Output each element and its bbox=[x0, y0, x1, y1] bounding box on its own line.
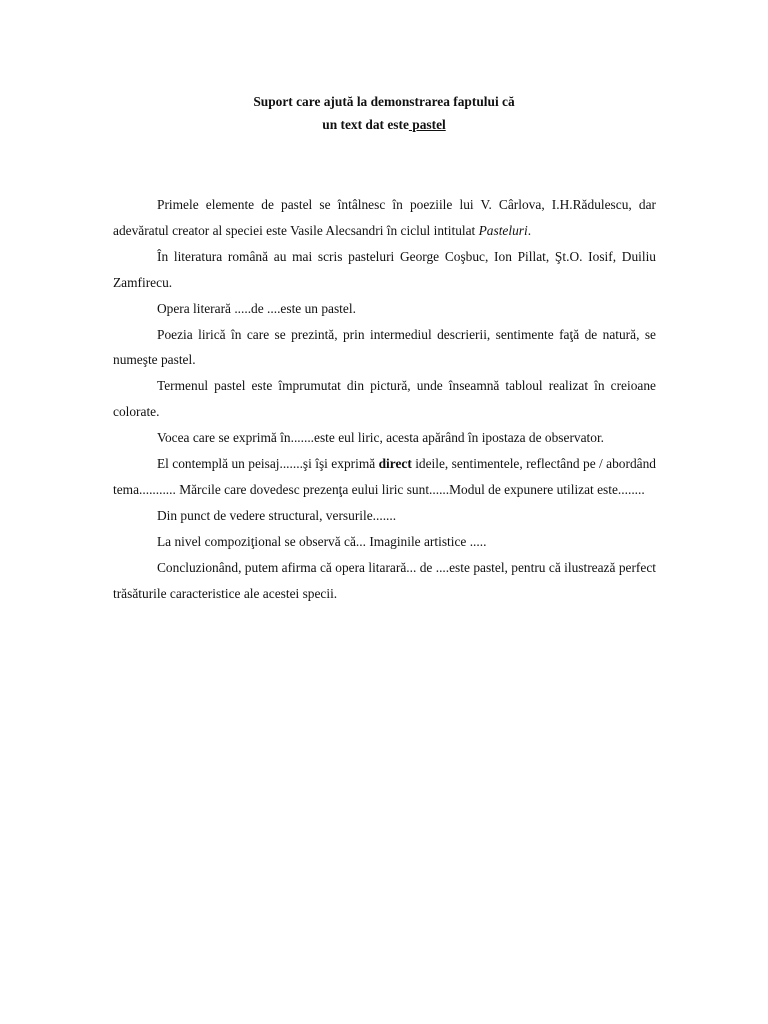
paragraph-7-bold-word: direct bbox=[378, 456, 412, 472]
paragraph-4: Poezia lirică în care se prezintă, prin intermediul descrierii, sentimente faţă de natură, se numeşte pastel. bbox=[113, 326, 656, 368]
paragraph-7 bbox=[113, 451, 656, 503]
paragraph-7-end: ideile, sentimentele, reflectând pe / abordând tema........... Mărcile care dovedesc prezenţa eului liric sunt......Modul de expunere utilizat este........ bbox=[113, 456, 656, 497]
paragraph-5: Termenul pastel este împrumutat din pictură, unde înseamnă tabloul realizat în creioane colorate. bbox=[113, 378, 656, 420]
paragraph-6: Vocea care se exprimă în.......este eul liric, acesta apărând în ipostaza de observator. bbox=[157, 430, 605, 446]
paragraph-8: Din punct de vedere structural, versurile....... bbox=[157, 507, 397, 523]
paragraph-3: Opera literară .....de ....este un pastel. bbox=[157, 300, 356, 316]
title-underlined-word: pastel bbox=[408, 117, 446, 132]
document-body bbox=[113, 192, 656, 607]
title-line-1: Suport care ajută la demonstrarea faptului că bbox=[253, 94, 515, 109]
paragraph-1-end: . bbox=[527, 222, 532, 238]
paragraph-1-italic-title: Pasteluri bbox=[478, 222, 528, 238]
paragraph-9: La nivel compoziţional se observă că... Imaginile artistice ..... bbox=[157, 533, 487, 549]
paragraph-2: În literatura română au mai scris pasteluri George Coşbuc, Ion Pillat, Şt.O. Iosif, Duiliu Zamfirecu. bbox=[113, 248, 656, 290]
paragraph-10: Concluzionând, putem afirma că opera litarară... de ....este pastel, pentru că ilustrează perfect trăsăturile caracteristice ale acestei specii. bbox=[113, 559, 656, 601]
paragraph-1 bbox=[113, 192, 656, 244]
title-line-2-prefix: un text dat este bbox=[322, 117, 409, 132]
title-line-2 bbox=[0, 113, 768, 136]
paragraph-1-text: Primele elemente de pastel se întâlnesc în poeziile lui V. Cârlova, I.H.Rădulescu, dar adevăratul creator al speciei este Vasile Alecsandri în ciclul intitulat bbox=[113, 197, 656, 238]
paragraph-7-start: El contemplă un peisaj.......şi îşi exprimă bbox=[157, 456, 379, 472]
document-title bbox=[0, 90, 768, 136]
